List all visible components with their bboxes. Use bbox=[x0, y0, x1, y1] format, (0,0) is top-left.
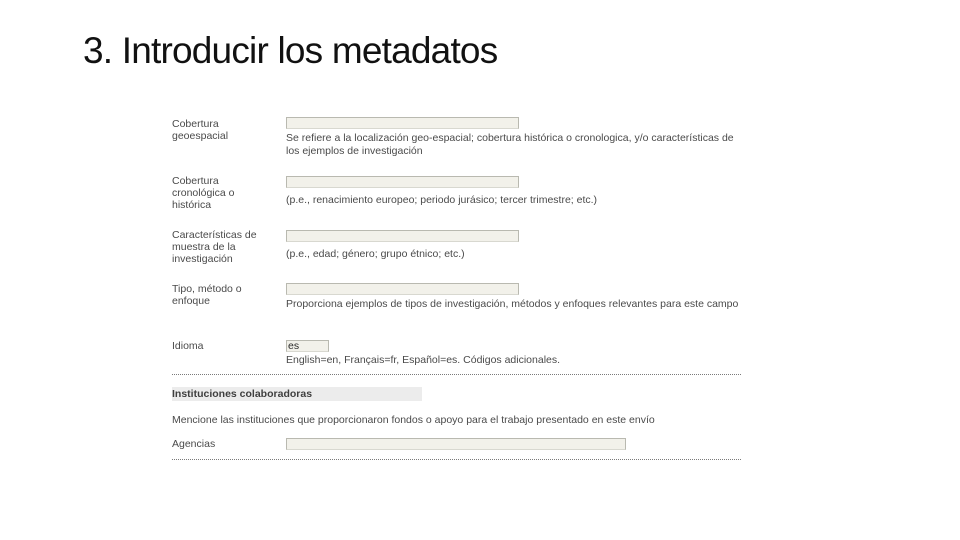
description-instituciones: Mencione las instituciones que proporcionaron fondos o apoyo para el trabajo presentado en este envío bbox=[172, 414, 655, 426]
label-cobertura-cronologica: Cobertura cronológica o histórica bbox=[172, 175, 235, 211]
tipo-metodo-input[interactable] bbox=[286, 283, 519, 295]
label-idioma: Idioma bbox=[172, 340, 204, 352]
idioma-input[interactable] bbox=[286, 340, 329, 352]
hint-cobertura-cronologica: (p.e., renacimiento europeo; periodo jurásico; tercer trimestre; etc.) bbox=[286, 194, 598, 206]
hint-caracteristicas-muestra: (p.e., edad; género; grupo étnico; etc.) bbox=[286, 248, 465, 260]
slide-title: 3. Introducir los metadatos bbox=[83, 30, 498, 71]
cobertura-cronologica-input[interactable] bbox=[286, 176, 519, 188]
hint-tipo-metodo: Proporciona ejemplos de tipos de investigación, métodos y enfoques relevantes para este campo bbox=[286, 298, 739, 310]
hint-cobertura-geoespacial: Se refiere a la localización geo-espacial; cobertura histórica o cronologica, y/o características de los ejemplos de investigación bbox=[286, 132, 734, 157]
agencias-input[interactable] bbox=[286, 438, 626, 450]
hint-idioma: English=en, Français=fr, Español=es. Códigos adicionales. bbox=[286, 354, 561, 366]
cobertura-geoespacial-input[interactable] bbox=[286, 117, 519, 129]
section-header-instituciones: Instituciones colaboradoras bbox=[172, 387, 422, 401]
section-separator bbox=[172, 374, 741, 375]
caracteristicas-muestra-input[interactable] bbox=[286, 230, 519, 242]
section-separator-bottom bbox=[172, 459, 741, 460]
label-cobertura-geoespacial: Cobertura geoespacial bbox=[172, 118, 229, 142]
label-tipo-metodo: Tipo, método o enfoque bbox=[172, 283, 242, 307]
label-caracteristicas-muestra: Características de muestra de la investigación bbox=[172, 229, 257, 265]
label-agencias: Agencias bbox=[172, 438, 216, 450]
